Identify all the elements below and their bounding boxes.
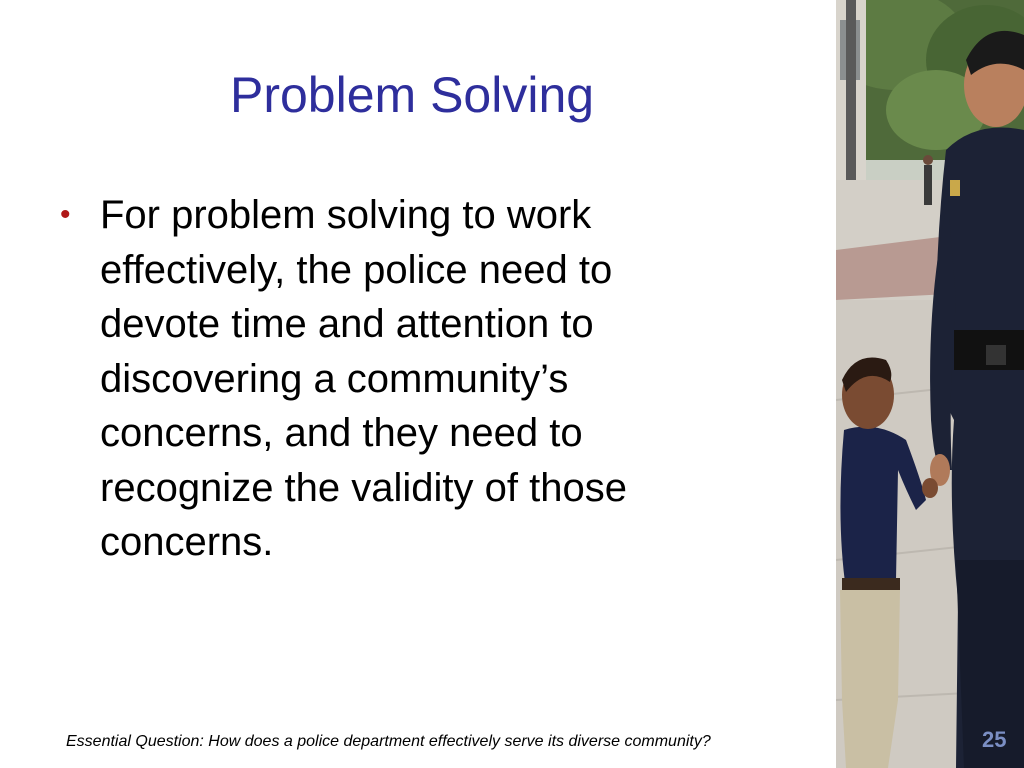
slide-title: Problem Solving <box>230 67 595 123</box>
slide-number: 25 <box>982 727 1007 752</box>
police-officer-photo <box>836 0 1024 768</box>
bullet-text: For problem solving to work effectively, the police need to devote time and attention to discovering a community’s concerns, and they need to recognize the validity of those concerns. <box>100 193 627 564</box>
essential-question-footer: Essential Question: How does a police department effectively serve its diverse community? <box>66 733 711 750</box>
bullet-icon: • <box>60 198 71 231</box>
bullet-list <box>58 188 718 570</box>
bullet-item <box>58 188 718 570</box>
